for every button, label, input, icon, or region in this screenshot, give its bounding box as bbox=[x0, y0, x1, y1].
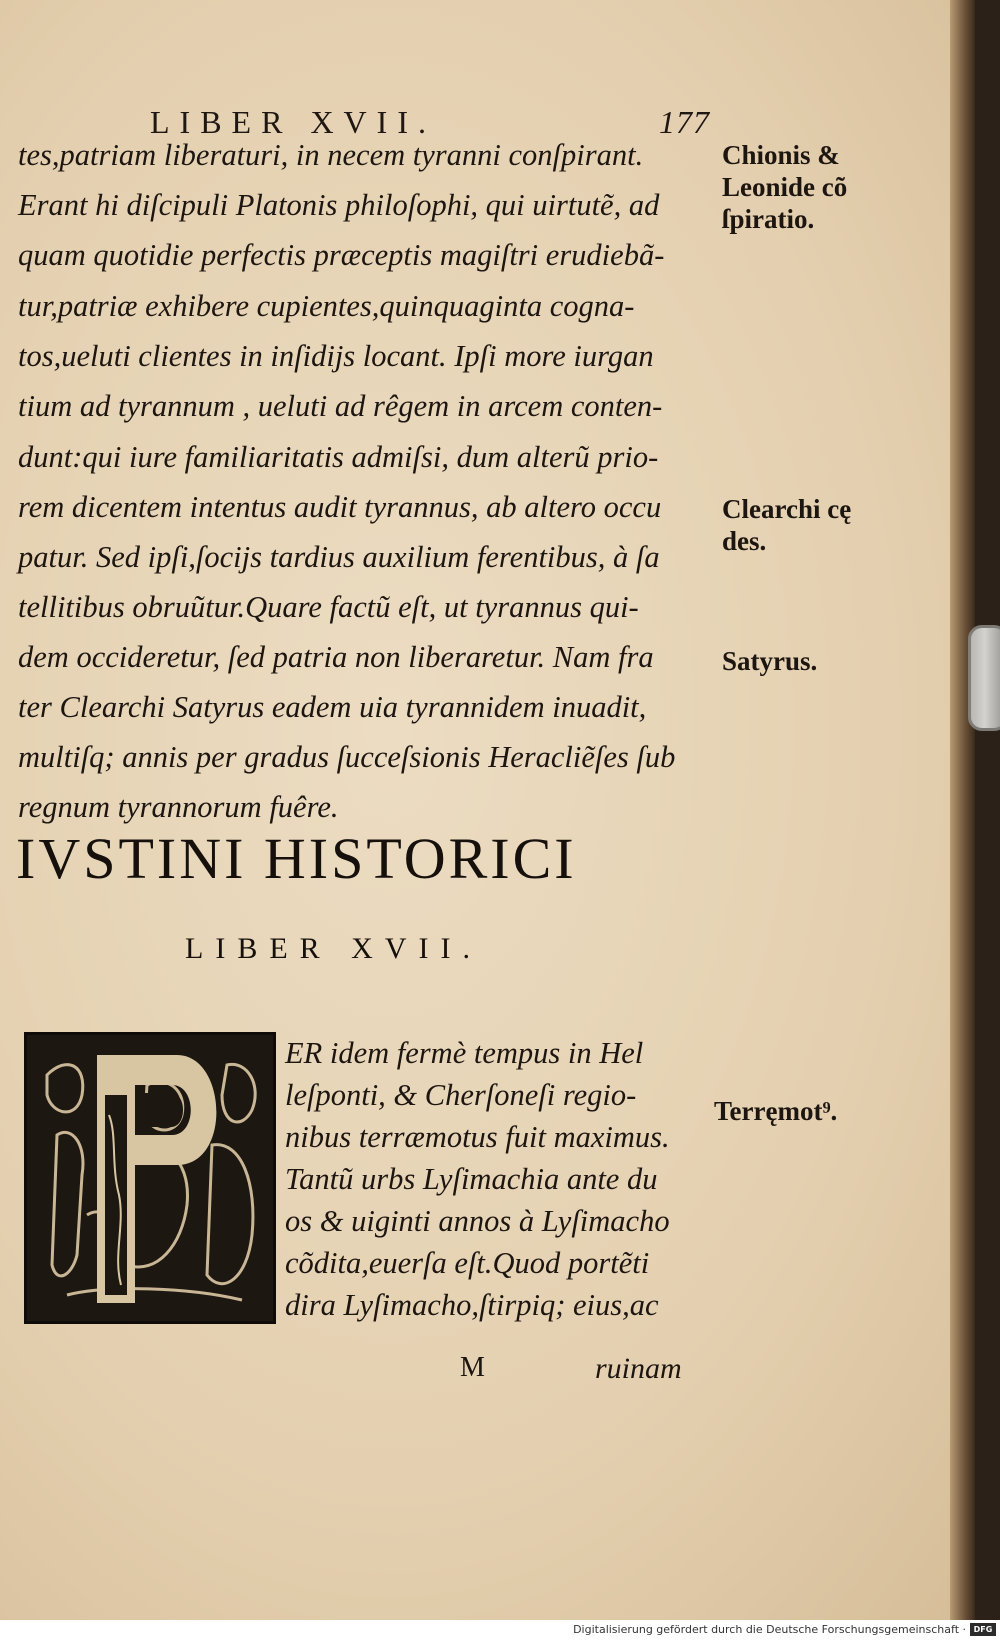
marginal-note-line: Chionis & bbox=[722, 140, 840, 170]
body-line: regnum tyrannorum fuêre. bbox=[18, 790, 339, 824]
body-line: nibus terræmotus fuit maximus. bbox=[285, 1120, 670, 1154]
signature-mark: M bbox=[460, 1352, 485, 1383]
marginal-note-line: Terręmot⁹. bbox=[714, 1096, 838, 1126]
body-line: dem occideretur, ſed patria non liberaretur. Nam fra bbox=[18, 640, 654, 674]
body-line: quam quotidie perfectis præceptis magiſtri erudiebã- bbox=[18, 238, 665, 272]
running-head-title: LIBER XVII. bbox=[150, 104, 436, 140]
section-heading: IVSTINI HISTORICI bbox=[16, 826, 577, 891]
body-line: leſponti, & Cherſoneſi regio- bbox=[285, 1078, 637, 1112]
marginal-note-line: des. bbox=[722, 526, 767, 556]
body-line: rem dicentem intentus audit tyrannus, ab altero occu bbox=[18, 490, 662, 524]
footer-bar bbox=[0, 1620, 1000, 1640]
body-line: tur,patriæ exhibere cupientes,quinquaginta cogna- bbox=[18, 289, 635, 323]
body-line: tium ad tyrannum , ueluti ad rêgem in arcem conten- bbox=[18, 389, 663, 423]
catchword: ruinam bbox=[595, 1352, 682, 1385]
body-line: ter Clearchi Satyrus eadem uia tyrannidem inuadit, bbox=[18, 690, 647, 724]
body-line: cõdita,euerſa eſt.Quod portẽti bbox=[285, 1246, 650, 1280]
footer-credit: Digitalisierung gefördert durch die Deutsche Forschungsgemeinschaft · bbox=[573, 1623, 966, 1636]
body-line: Erant hi diſcipuli Platonis philoſophi, qui uirtutẽ, ad bbox=[18, 188, 660, 222]
dfg-logo-icon: DFG bbox=[970, 1623, 996, 1636]
marginal-note-line: Clearchi cę bbox=[722, 494, 852, 524]
woodcut-initial-illustration bbox=[27, 1035, 273, 1321]
body-line: patur. Sed ipſi,ſocijs tardius auxilium ferentibus, à ſa bbox=[18, 540, 660, 574]
body-line: dunt:qui iure familiaritatis admiſsi, dum alterũ prio- bbox=[18, 440, 659, 474]
body-line: tellitibus obruũtur.Quare factũ eſt, ut tyrannus qui- bbox=[18, 590, 639, 624]
body-line: multiſq; annis per gradus ſucceſsionis Heracliẽſes ſub bbox=[18, 740, 676, 774]
marginal-note-line: Leonide cõ bbox=[722, 172, 848, 202]
section-subheading: LIBER XVII. bbox=[185, 932, 482, 965]
body-line: ER idem fermè tempus in Hel bbox=[285, 1036, 644, 1070]
body-line: dira Lyſimacho,ſtirpiq; eius,ac bbox=[285, 1288, 659, 1322]
marginal-note-line: ſpiratio. bbox=[722, 204, 815, 234]
body-line: Tantũ urbs Lyſimachia ante du bbox=[285, 1162, 658, 1196]
decorated-initial bbox=[24, 1032, 276, 1324]
body-line: tes,patriam liberaturi, in necem tyranni conſpirant. bbox=[18, 138, 644, 172]
page-edge bbox=[950, 0, 975, 1620]
marginal-note-line: Satyrus. bbox=[722, 646, 818, 676]
clasp-shadow bbox=[968, 625, 1000, 731]
folio-number: 177 bbox=[659, 104, 710, 140]
body-line: os & uiginti annos à Lyſimacho bbox=[285, 1204, 670, 1238]
body-line: tos,ueluti clientes in inſidijs locant. Ipſi more iurgan bbox=[18, 339, 654, 373]
